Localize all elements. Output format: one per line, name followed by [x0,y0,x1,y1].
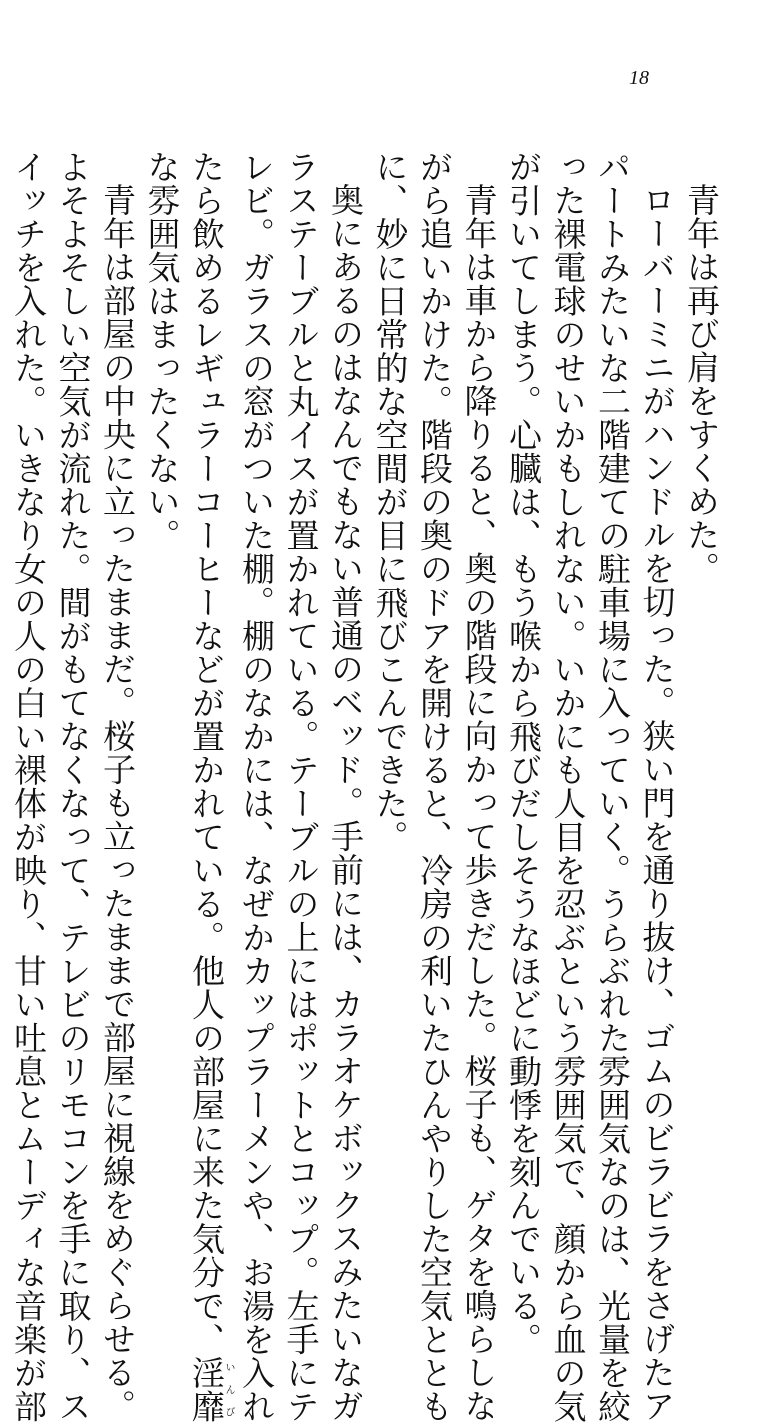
ruby-word [187,1356,234,1423]
text-line: よそよそしい空気が流れた。間がもてなくなって、テレビのリモコンを手に取り、ス [53,150,93,1423]
vertical-text-body [9,150,723,1423]
text-line-with-ruby [184,150,234,1423]
text-line: パートみたいな二階建ての駐車場に入っていく。うらぶれた雰囲気なのは、光量を絞 [593,150,632,1423]
text-line: 青年は部屋の中央に立ったままだ。桜子も立ったままで部屋に視線をめぐらせる。 [98,183,137,1423]
text-line: ローバーミニがハンドルを切った。狭い門を通り抜け、ゴムのビラビラをさげたア [637,183,677,1423]
text-line: が引いてしまう。心臓は、もう喉から飛びだしそうなほどに動悸を刻んでいる。 [504,150,543,1356]
text-line: ラステーブルと丸イスが置かれている。テーブルの上にはポットとコップ。左手にテ [281,150,321,1423]
text-line: イッチを入れた。いきなり女の人の白い裸体が映り、甘い吐息とムーディな音楽が部 [9,150,48,1423]
text-line-main: たら飲めるレギュラーコーヒーなどが置かれている。他人の部屋に来た気分で、 [187,150,226,1356]
text-line: レビ。ガラスの窓がついた棚。棚のなかには、なぜかカップラーメンや、お湯を入れ [237,150,276,1423]
page-number: 18 [629,67,649,89]
ruby-reading: いんび [223,1356,234,1423]
text-line: に、妙に日常的な空間が目に飛びこんできた。 [370,150,410,854]
text-line: な雰囲気はまったくない。 [142,150,182,552]
text-line: 奥にあるのはなんでもない普通のベッド。手前には、カラオケボックスみたいなガ [326,183,365,1423]
ruby-base: 淫靡 [187,1356,226,1423]
text-line: がら追いかけた。階段の奥のドアを開けると、冷房の利いたひんやりした空気ととも [415,150,454,1423]
text-line: 青年は再び肩をすくめた。 [682,183,721,585]
text-line: 青年は車から降りると、奥の階段に向かって歩きだした。桜子も、ゲタを鳴らしな [459,183,499,1423]
text-line: った裸電球のせいかもしれない。いかにも人目を忍ぶという雰囲気で、顔から血の気 [548,150,588,1423]
